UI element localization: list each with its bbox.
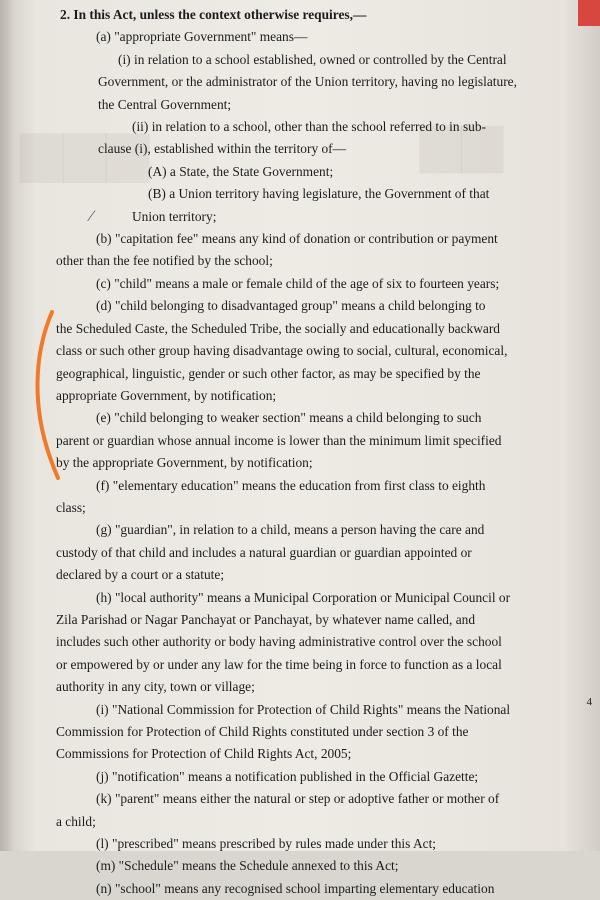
clause-l: (l) "prescribed" means prescribed by rules made under this Act; xyxy=(96,836,437,852)
item-B-line2: Union territory; xyxy=(132,208,217,224)
clause-b-line2: other than the fee notified by the school; xyxy=(56,253,273,269)
clause-f-line2: class; xyxy=(56,499,86,515)
clause-g-line2: custody of that child and includes a natural guardian or guardian appointed or xyxy=(56,544,472,560)
clause-g-line1: (g) "guardian", in relation to a child, means a person having the care and xyxy=(96,522,485,538)
clause-d-line1: (d) "child belonging to disadvantaged group" means a child belonging to xyxy=(96,298,486,314)
clause-f-line1: (f) "elementary education" means the education from first class to eighth xyxy=(96,477,486,493)
clause-i-line2: Commission for Protection of Child Rights constituted under section 3 of the xyxy=(56,724,469,739)
clause-d-line2: the Scheduled Caste, the Scheduled Tribe, the socially and educationally backward xyxy=(56,320,501,336)
clause-h-line1: (h) "local authority" means a Municipal Corporation or Municipal Council or xyxy=(96,589,511,605)
clause-i-line3: Commissions for Protection of Child Rights Act, 2005; xyxy=(56,746,352,762)
clause-e-line3: by the appropriate Government, by notification; xyxy=(56,455,313,471)
red-tab-mark xyxy=(578,0,600,26)
section-heading: 2. In this Act, unless the context otherwise requires,— xyxy=(60,7,367,22)
clause-e-line1: (e) "child belonging to weaker section" means a child belonging to such xyxy=(96,410,482,426)
bleed-through-mark: ▆▆ xyxy=(420,110,504,173)
bleed-through-mark: ▆▆▆ xyxy=(20,118,150,183)
subclause-i-line3: the Central Government; xyxy=(98,96,232,112)
item-B-line1: (B) a Union territory having legislature, the Government of that xyxy=(148,186,490,202)
clause-c: (c) "child" means a male or female child of the age of six to fourteen years; xyxy=(96,275,500,291)
subclause-i-line2: Government, or the administrator of the Union territory, having no legislature, xyxy=(98,74,517,90)
page-number: 4 xyxy=(586,696,592,708)
subclause-ii-line1: (ii) in relation to a school, other than the school referred to in sub- xyxy=(132,119,487,135)
statute-text xyxy=(56,4,578,900)
orange-bracket-stroke xyxy=(38,312,58,478)
clause-g-line3: declared by a court or a statute; xyxy=(56,567,225,583)
clause-a: (a) "appropriate Government" means— xyxy=(96,29,308,45)
subclause-ii-line2: clause (i), established within the territory of— xyxy=(98,141,347,157)
clause-h-line5: authority in any city, town or village; xyxy=(56,679,255,695)
clause-d-line5: appropriate Government, by notification; xyxy=(56,387,277,403)
clause-e-line2: parent or guardian whose annual income is lower than the minimum limit specified xyxy=(56,432,502,448)
clause-h-line3: includes such other authority or body having administrative control over the school xyxy=(56,634,502,650)
clause-k-line1: (k) "parent" means either the natural or step or adoptive father or mother of xyxy=(96,791,500,807)
clause-h-line2: Zila Parishad or Nagar Panchayat or Panchayat, by whatever name called, and xyxy=(56,611,476,627)
clause-n: (n) "school" means any recognised school imparting elementary education xyxy=(96,880,495,896)
clause-b-line1: (b) "capitation fee" means any kind of donation or contribution or payment xyxy=(96,231,498,247)
clause-m: (m) "Schedule" means the Schedule annexed to this Act; xyxy=(96,858,399,874)
pencil-tick-mark: ⁄ xyxy=(90,208,93,225)
item-A: (A) a State, the State Government; xyxy=(148,163,334,179)
clause-j: (j) "notification" means a notification published in the Official Gazette; xyxy=(96,768,479,784)
clause-k-line2: a child; xyxy=(56,813,96,829)
clause-h-line4: or empowered by or under any law for the time being in force to function as a local xyxy=(56,656,502,672)
clause-d-line3: class or such other group having disadvantage owing to social, cultural, economical, xyxy=(56,343,508,359)
clause-i-line1: (i) "National Commission for Protection of Child Rights" means the National xyxy=(96,701,511,717)
binding-shadow xyxy=(0,0,14,851)
subclause-i-line1: (i) in relation to a school established, owned or controlled by the Central xyxy=(118,51,507,67)
clause-d-line4: geographical, linguistic, gender or such other factor, as may be specified by the xyxy=(56,365,481,381)
